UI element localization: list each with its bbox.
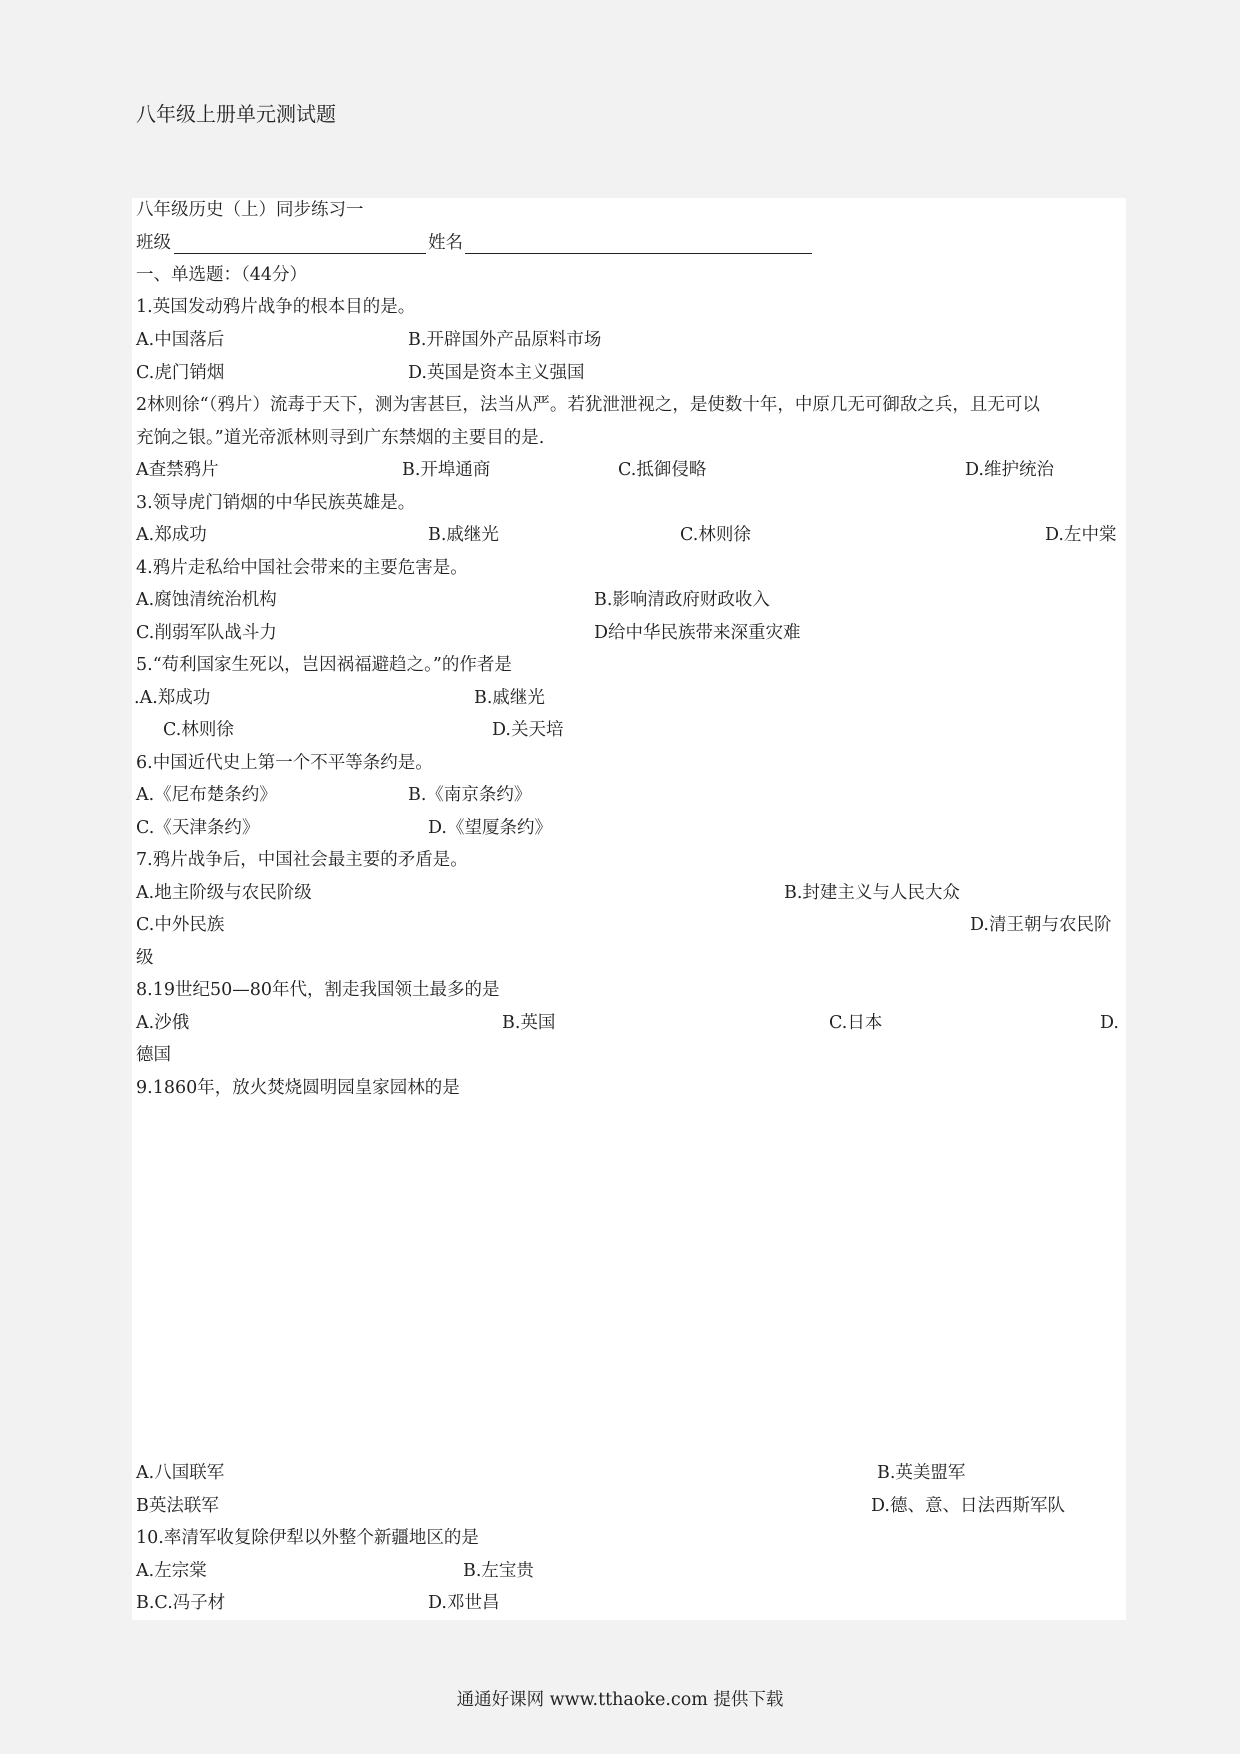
question-2-option-a: A查禁鸦片 [136,460,219,480]
question-6-option-a: A.《尼布楚条约》 [136,785,277,805]
question-7-option-d: D.清王朝与农民阶 [970,915,1112,935]
name-blank-line [465,253,812,254]
question-2-option-d: D.维护统治 [965,460,1054,480]
question-3-option-b: B.戚继光 [428,525,499,545]
class-label: 班级 [136,233,171,253]
question-5-option-a: .A.郑成功 [134,688,211,708]
document-title: 八年级上册单元测试题 [136,102,336,126]
question-2-stem-line-1: 2林则徐“（鸦片）流毒于天下，测为害甚巨，法当从严。若犹泄泄视之，是使数十年，中原几无可御敌之兵，且无可以 [136,395,1040,415]
question-4-option-c: C.削弱军队战斗力 [136,623,277,643]
question-10-option-a: A.左宗棠 [136,1561,207,1581]
question-7-stem: 7.鸦片战争后，中国社会最主要的矛盾是。 [136,850,468,870]
question-7-option-d-wrap: 级 [136,948,154,968]
question-8-option-a: A.沙俄 [136,1013,190,1033]
question-6-option-c: C.《天津条约》 [136,818,260,838]
question-3-option-a: A.郑成功 [136,525,207,545]
class-blank-line [174,253,426,254]
question-9-option-b: B.英美盟军 [877,1463,966,1483]
question-6-option-d: D.《望厦条约》 [428,818,552,838]
question-10-stem: 10.率清军收复除伊犁以外整个新疆地区的是 [136,1528,479,1548]
question-10-option-b: B.左宝贵 [463,1561,534,1581]
question-7-option-a: A.地主阶级与农民阶级 [136,883,312,903]
question-8-option-d-wrap: 德国 [136,1045,171,1065]
question-7-option-c: C.中外民族 [136,915,225,935]
question-2-stem-line-2: 充饷之银。”道光帝派林则寻到广东禁烟的主要目的是. [136,428,545,448]
question-5-option-c: C.林则徐 [163,720,234,740]
question-5-option-b: B.戚继光 [474,688,545,708]
question-5-option-d: D.关天培 [492,720,564,740]
question-8-option-b: B.英国 [502,1013,556,1033]
question-9-stem: 9.1860年，放火焚烧圆明园皇家园林的是 [136,1078,460,1098]
question-7-option-b: B.封建主义与人民大众 [784,883,960,903]
question-3-option-d: D.左中棠 [1045,525,1117,545]
question-3-option-c: C.林则徐 [680,525,751,545]
question-8-option-d: D. [1100,1013,1119,1033]
question-1-stem: 1.英国发动鸦片战争的根本目的是。 [136,297,416,317]
question-1-option-a: A.中国落后 [136,330,225,350]
question-6-option-b: B.《南京条约》 [408,785,532,805]
question-2-option-c: C.抵御侵略 [618,460,707,480]
question-3-stem: 3.领导虎门销烟的中华民族英雄是。 [136,493,416,513]
name-label: 姓名 [428,233,463,253]
question-8-stem: 8.19世纪50—80年代，割走我国领土最多的是 [136,980,500,1000]
question-1-option-b: B.开辟国外产品原料市场 [408,330,602,350]
question-4-option-a: A.腐蚀清统治机构 [136,590,277,610]
page-footer: 通通好课网 www.tthaoke.com 提供下载 [456,1690,784,1710]
practice-title: 八年级历史（上）同步练习一 [136,200,364,220]
question-8-option-c: C.日本 [829,1013,883,1033]
question-9-option-a: A.八国联军 [136,1463,225,1483]
question-10-option-d: D.邓世昌 [428,1593,500,1613]
question-9-option-d: D.德、意、日法西斯军队 [871,1496,1065,1516]
question-5-stem: 5.“苟利国家生死以，岂因祸福避趋之。”的作者是 [136,655,512,675]
question-2-option-b: B.开埠通商 [402,460,491,480]
question-1-option-c: C.虎门销烟 [136,363,225,383]
question-6-stem: 6.中国近代史上第一个不平等条约是。 [136,753,433,773]
question-10-option-c: B.C.冯子材 [136,1593,226,1613]
question-9-option-c: B英法联军 [136,1496,219,1516]
question-4-stem: 4.鸦片走私给中国社会带来的主要危害是。 [136,558,468,578]
question-4-option-b: B.影响清政府财政收入 [594,590,770,610]
section-heading: 一、单选题：（44分） [136,265,308,285]
question-4-option-d: D给中华民族带来深重灾难 [594,623,801,643]
question-1-option-d: D.英国是资本主义强国 [408,363,585,383]
